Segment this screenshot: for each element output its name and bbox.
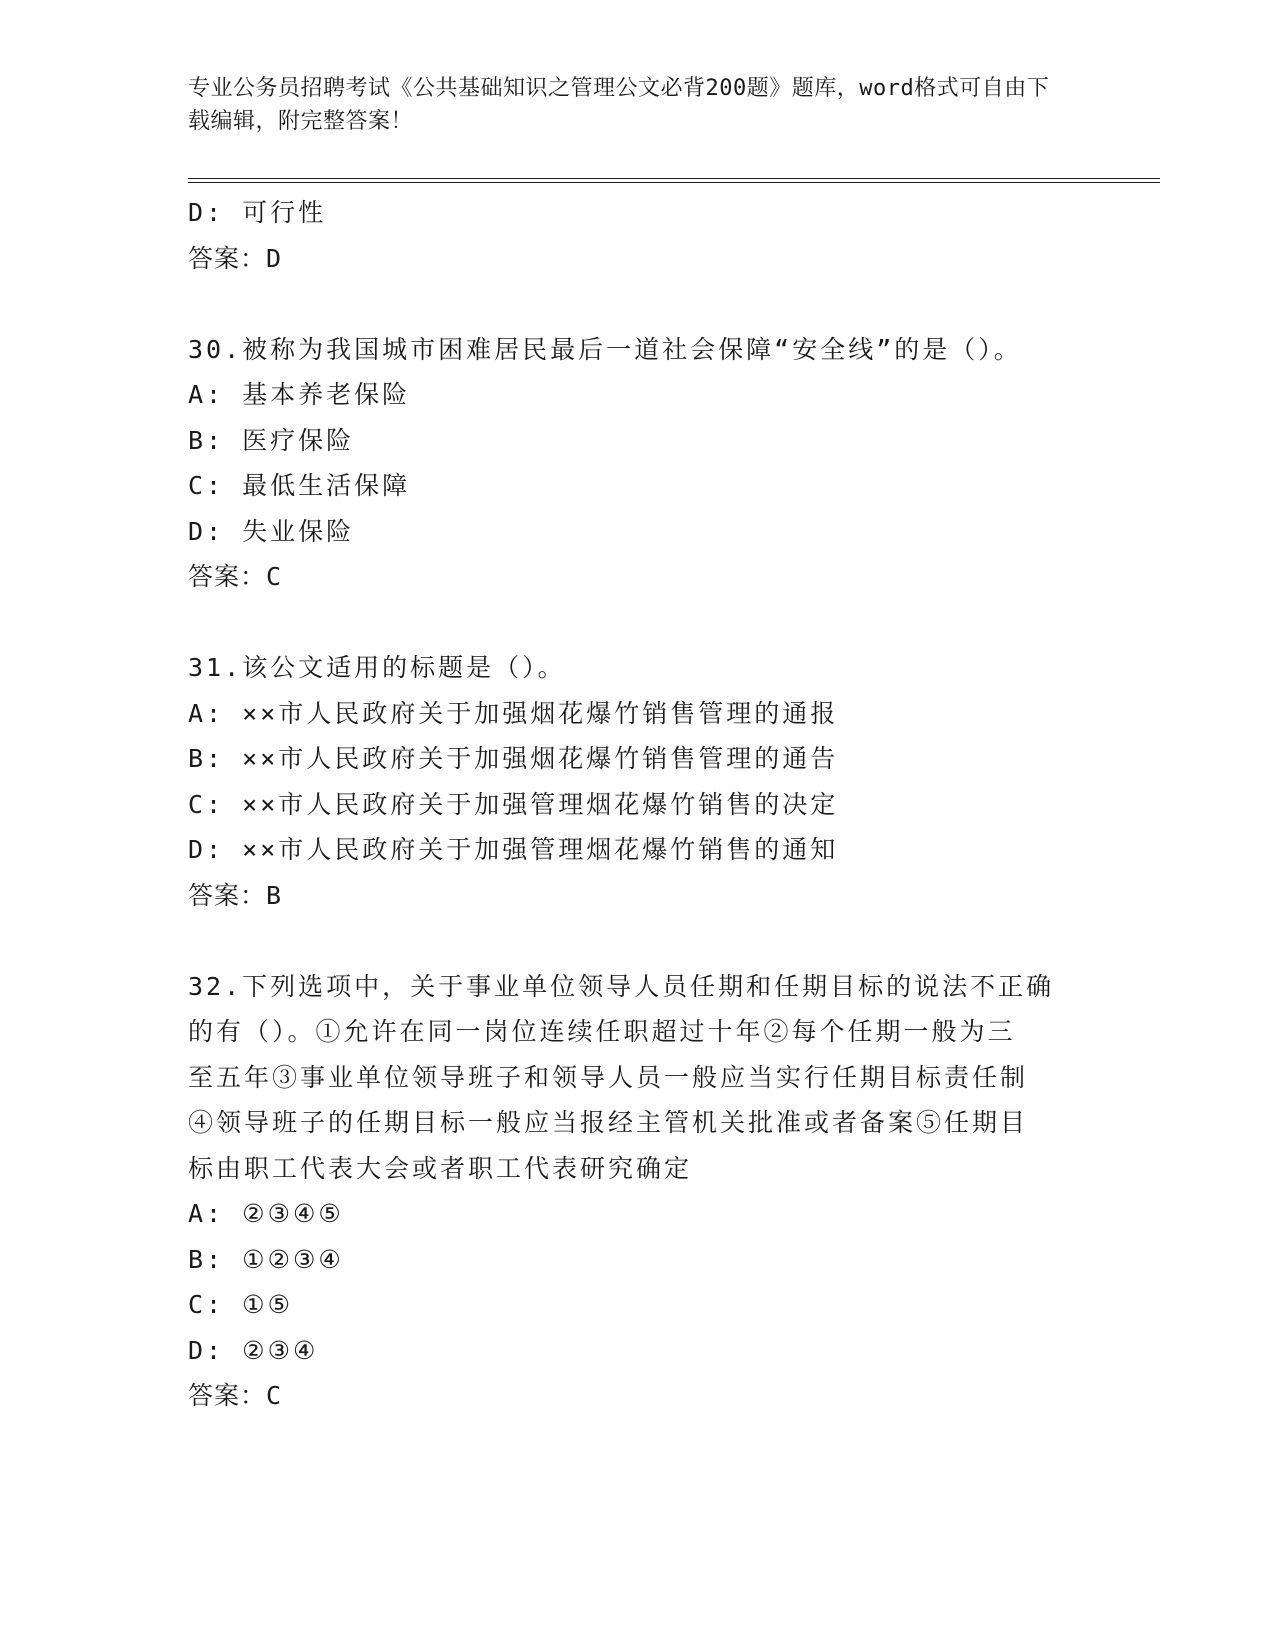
option-a: A: ②③④⑤ (188, 1199, 344, 1228)
document-body (188, 190, 1088, 1419)
answer-value: C (266, 562, 283, 591)
question-stem: 30.被称为我国城市困难居民最后一道社会保障“安全线”的是（）。 (188, 334, 1022, 364)
option-b: B: ××市人民政府关于加强烟花爆竹销售管理的通告 (188, 744, 839, 773)
option-b: B: 医疗保险 (188, 425, 355, 455)
option-d: D: 可行性 (188, 198, 327, 227)
answer-line (188, 554, 1088, 600)
option-d: D: ②③④ (188, 1335, 319, 1365)
option-a: A: ××市人民政府关于加强烟花爆竹销售管理的通报 (188, 698, 839, 728)
answer-line (188, 1373, 1088, 1419)
option-b: B: ①②③④ (188, 1244, 344, 1274)
option-d: D: ××市人民政府关于加强管理烟花爆竹销售的通知 (188, 835, 839, 864)
page-header: 专业公务员招聘考试《公共基础知识之管理公文必背200题》题库，word格式可自由下载编辑，附完整答案！ (188, 76, 1050, 134)
answer-label: 答案： (188, 1381, 267, 1410)
question-31 (188, 645, 1088, 918)
option-c: C: 最低生活保障 (188, 471, 411, 500)
question-30 (188, 327, 1088, 600)
option-a: A: 基本养老保险 (188, 380, 411, 409)
answer-value: C (266, 1381, 283, 1410)
question-stem: 32.下列选项中，关于事业单位领导人员任期和任期目标的说法不正确 的有（）。①允许在同一岗位连续任职超过十年②每个任期一般为三 至五年③事业单位领导班子和领导人员一般应当实行任期目标责任制 ④领导班子的任期目标一般应当报经主管机关批准或者备案⑤任期目 标由职工代表大会或者职工代表研究确定 (188, 971, 1055, 1183)
answer-label: 答案： (188, 243, 267, 273)
option-d: D: 失业保险 (188, 516, 355, 546)
option-c: C: ①⑤ (188, 1290, 293, 1319)
question-stem: 31.该公文适用的标题是（）。 (188, 653, 566, 682)
header-divider (188, 178, 1160, 183)
answer-line (188, 873, 1088, 919)
answer-label: 答案： (188, 880, 267, 910)
option-c: C: ××市人民政府关于加强管理烟花爆竹销售的决定 (188, 789, 839, 819)
answer-line (188, 236, 1088, 282)
answer-label: 答案： (188, 562, 267, 591)
answer-value: B (266, 880, 283, 910)
answer-value: D (266, 243, 283, 273)
question-32 (188, 964, 1088, 1419)
